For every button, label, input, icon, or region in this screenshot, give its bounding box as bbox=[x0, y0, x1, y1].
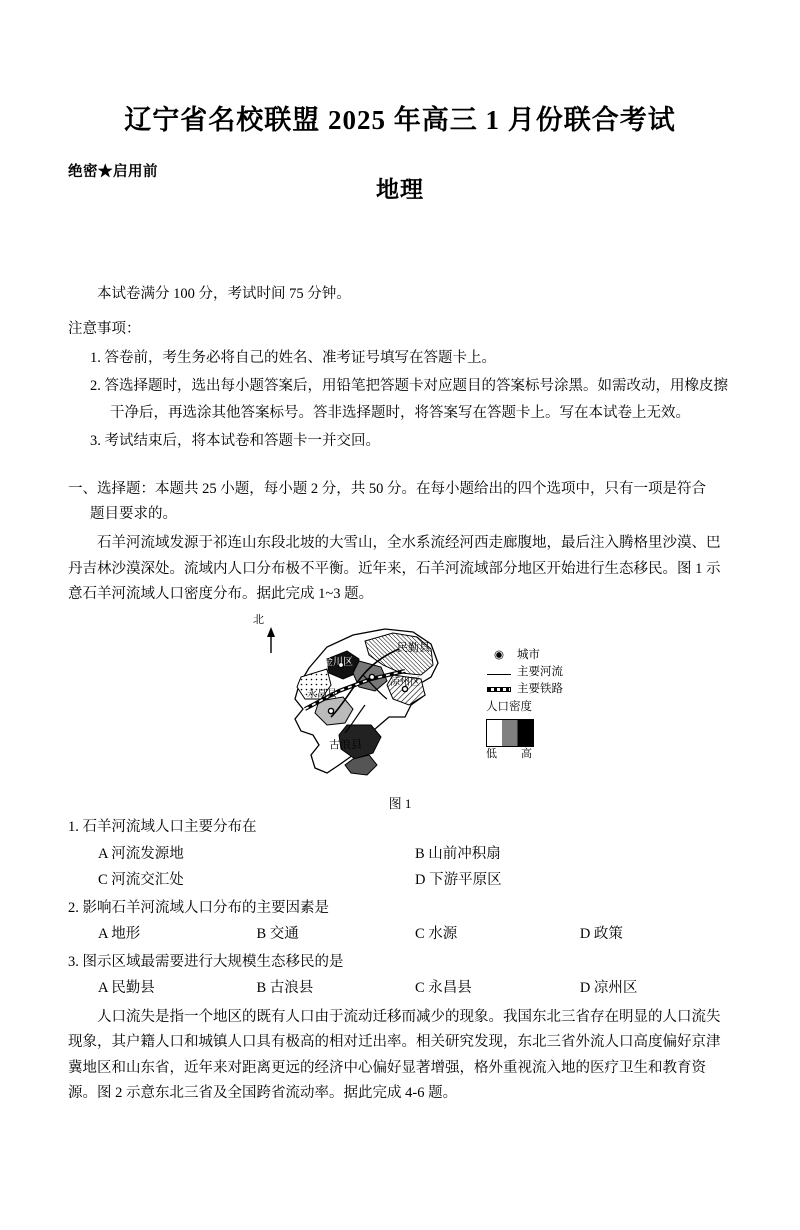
legend-item-railway bbox=[486, 681, 563, 698]
legend-item-river bbox=[486, 664, 563, 681]
question-2-stem: 2. 影响石羊河流域人口分布的主要因素是 bbox=[68, 899, 329, 916]
question-3-stem: 3. 图示区域最需要进行大规模生态移民的是 bbox=[68, 953, 344, 970]
section-desc: 本题共 25 小题，每小题 2 分，共 50 分。在每小题给出的四个选项中，只有一项是符合 bbox=[155, 480, 706, 497]
river-line-icon bbox=[486, 664, 512, 681]
figure-1 bbox=[68, 613, 732, 791]
list-item: 3. 考试结束后，将本试卷和答题卡一并交回。 bbox=[90, 432, 380, 449]
legend-label-railway: 主要铁路 bbox=[517, 682, 563, 695]
density-high-label: 高 bbox=[521, 748, 532, 761]
option-b[interactable]: B 古浪县 bbox=[256, 979, 314, 996]
secret-notice: 绝密★启用前 bbox=[68, 164, 158, 180]
option-c[interactable]: C 水源 bbox=[415, 925, 458, 942]
list-item: 1. 答卷前，考生务必将自己的姓名、准考证号填写在答题卡上。 bbox=[90, 350, 496, 367]
north-arrow-label: 北 bbox=[253, 614, 264, 627]
section-desc-cont: 题目要求的。 bbox=[90, 505, 177, 522]
legend-label-river: 主要河流 bbox=[517, 666, 563, 679]
section-heading bbox=[68, 477, 732, 528]
option-a[interactable]: A 民勤县 bbox=[98, 979, 155, 996]
legend-density-title: 人口密度 bbox=[486, 701, 532, 714]
map-label-yongchang: 永昌县 bbox=[307, 689, 337, 701]
option-d[interactable]: D 政策 bbox=[579, 925, 623, 942]
question-2-options bbox=[68, 921, 732, 947]
notice-heading: 注意事项： bbox=[68, 320, 141, 337]
option-c[interactable]: C 河流交汇处 bbox=[98, 871, 184, 888]
option-c[interactable]: C 永昌县 bbox=[415, 979, 472, 996]
question-1-options bbox=[68, 841, 732, 867]
list-item: 2. 答选择题时，选出每小题答案后，用铅笔把答题卡对应题目的答案标号涂黑。如需改动，用橡皮擦干净后，再选涂其他答案标号。答非选择题时，将答案写在答题卡上。写在本试卷上无效。 bbox=[90, 378, 728, 421]
map-legend bbox=[486, 647, 563, 763]
map-label-liangzhou: 凉州区 bbox=[390, 677, 420, 689]
option-d[interactable]: D 凉州区 bbox=[579, 979, 638, 996]
passage-2: 人口流失是指一个地区的既有人口由于流动迁移而减少的现象。我国东北三省存在明显的人口流失现象，其户籍人口和城镇人口具有极高的相对迁出率。相关研究发现，东北三省外流人口高度偏好京津冀地区和山东省，近年来对距离更远的经济中心偏好显著增强，格外重视流入地的医疗卫生和教育资源。图 2 示意东北三省及全国跨省流动率。据此完成 4-6 题。 bbox=[68, 1009, 721, 1102]
passage-1: 石羊河流域发源于祁连山东段北坡的大雪山，全水系流经河西走廊腹地，最后注入腾格里沙漠、巴丹吉林沙漠深处。流域内人口分布极不平衡。近年来，石羊河流域部分地区开始进行生态移民。图 1 示意石羊河流域人口密度分布。据此完成 1~3 题。 bbox=[68, 535, 721, 603]
map-label-minqin: 民勤县 bbox=[397, 642, 430, 655]
exam-paper-page bbox=[0, 98, 800, 1230]
section-label: 一、选择题： bbox=[68, 480, 155, 497]
map-label-jinchuan: 金川区 bbox=[323, 657, 353, 669]
exam-info: 本试卷满分 100 分，考试时间 75 分钟。 bbox=[97, 286, 351, 302]
option-d[interactable]: D 下游平原区 bbox=[415, 871, 502, 888]
notice-list bbox=[68, 345, 732, 454]
legend-label-city: 城市 bbox=[517, 649, 540, 662]
legend-item-city bbox=[486, 647, 563, 664]
option-a[interactable]: A 地形 bbox=[98, 925, 141, 942]
subject-title: 地理 bbox=[376, 177, 424, 202]
railway-line-icon bbox=[486, 681, 512, 698]
map-figure bbox=[235, 613, 565, 791]
density-scale-labels bbox=[486, 747, 532, 763]
question-1-stem: 1. 石羊河流域人口主要分布在 bbox=[68, 819, 257, 836]
density-low-label: 低 bbox=[486, 748, 497, 761]
question-3-options bbox=[68, 975, 732, 1001]
question-1-options-row2 bbox=[68, 867, 732, 893]
density-gradient-bar bbox=[486, 719, 534, 747]
city-dot-icon: ◉ bbox=[493, 649, 505, 662]
page-title: 辽宁省名校联盟 2025 年高三 1 月份联合考试 bbox=[124, 105, 676, 135]
option-b[interactable]: B 交通 bbox=[256, 925, 299, 942]
option-a[interactable]: A 河流发源地 bbox=[98, 845, 184, 862]
option-b[interactable]: B 山前冲积扇 bbox=[415, 845, 501, 862]
map-label-gulang: 古浪县 bbox=[329, 739, 362, 752]
figure-1-caption: 图 1 bbox=[388, 796, 412, 812]
